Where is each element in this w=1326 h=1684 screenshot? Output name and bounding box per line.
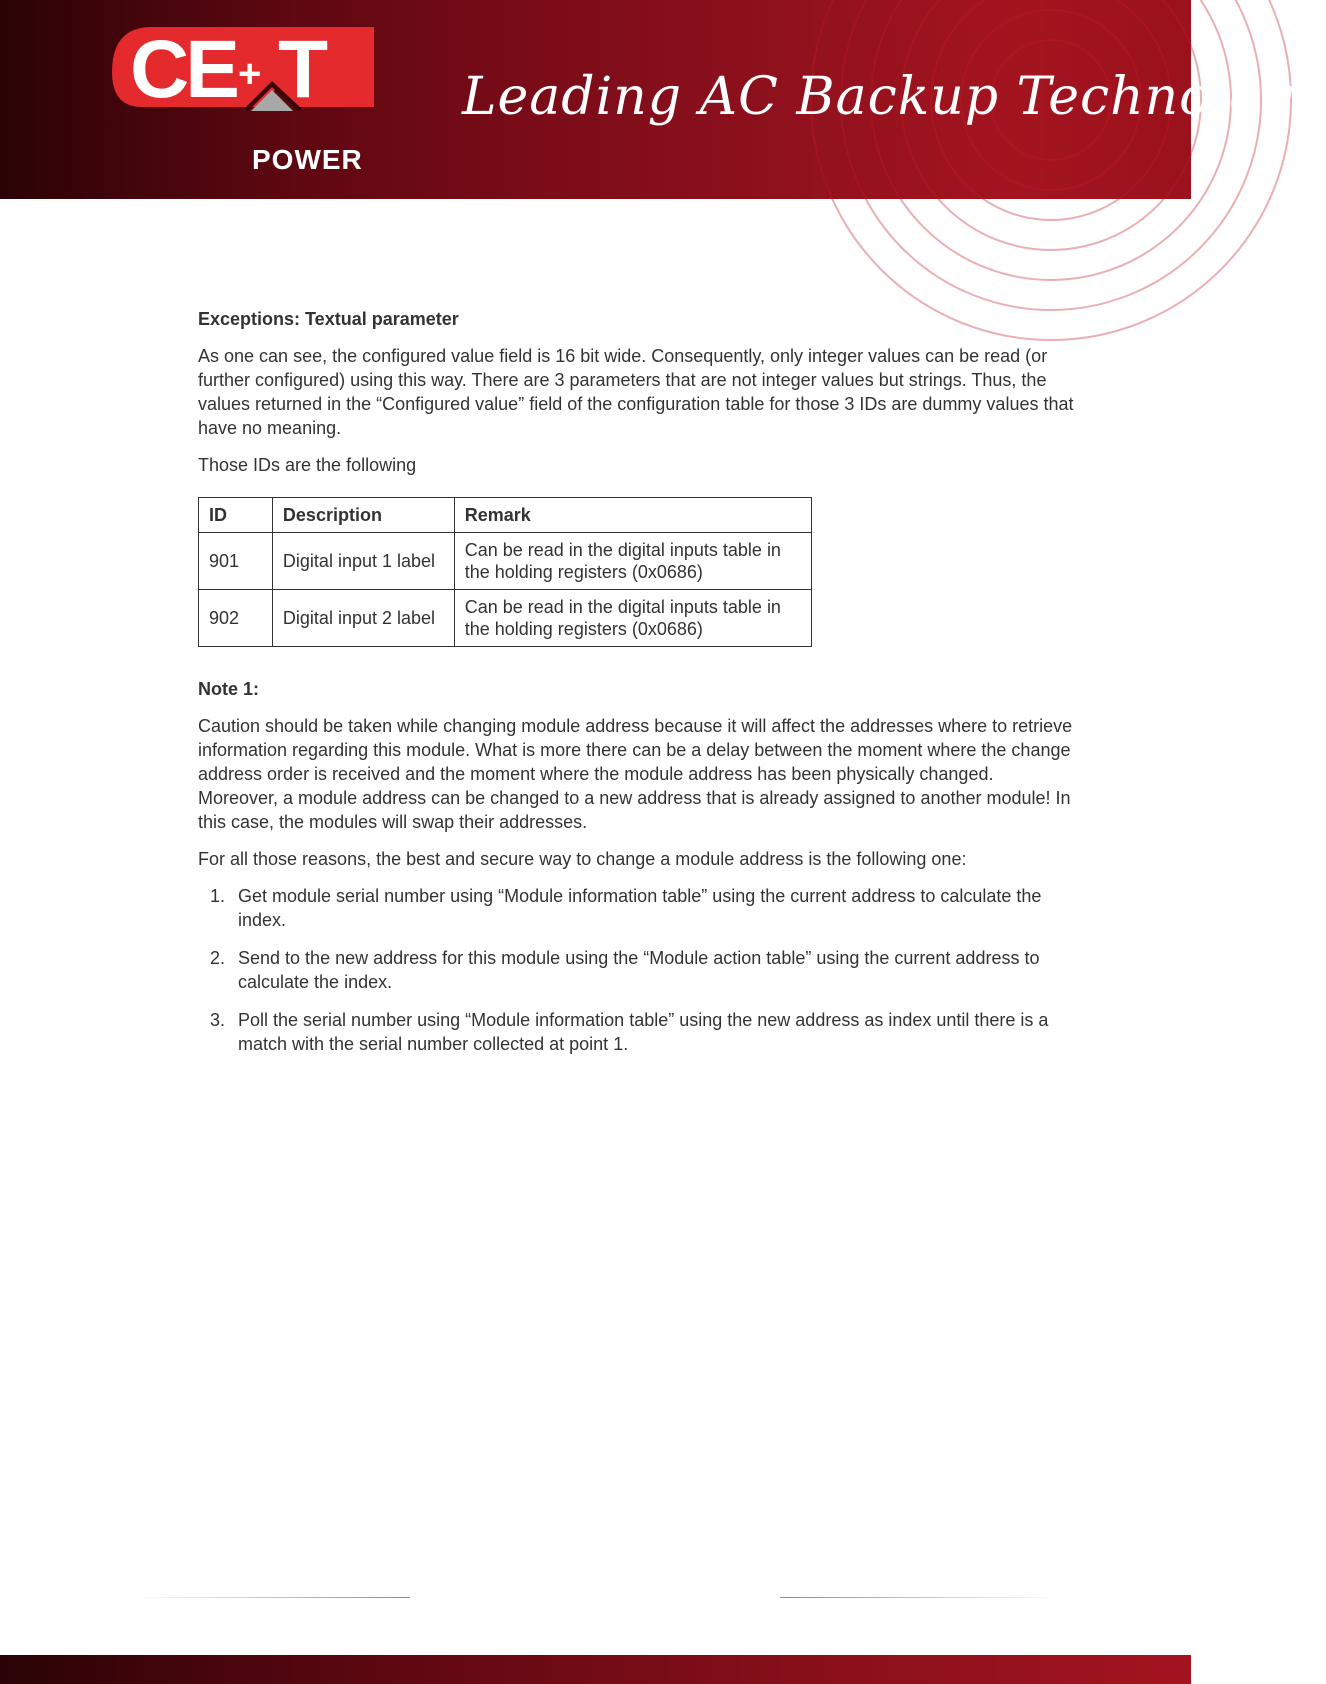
list-item-text: Get module serial number using “Module information table” using the current address to calculate the index. [238,886,1042,930]
paragraph: For all those reasons, the best and secure way to change a module address is the following one: [198,849,967,869]
svg-text:T: T [278,24,329,115]
list-item [198,884,1078,932]
footer-banner [0,1655,1191,1684]
paragraph: As one can see, the configured value field is 16 bit wide. Consequently, only integer values can be read (or further configured) using this way. There are 3 parameters that are not integer values but strings. Thus, the values returned in the “Configured value” field of the configuration table for those 3 IDs are dummy values that have no meaning. [198,346,1074,438]
table-row [199,533,812,590]
list-number: 2. [210,948,226,968]
section-heading: Exceptions: Textual parameter [198,309,459,329]
list-item-text: Send to the new address for this module using the “Module action table” using the current address to calculate the index. [238,948,1040,992]
document-body [198,307,1078,1070]
steps-list [198,884,1078,1056]
column-header-remark: Remark [454,498,811,533]
paragraph: Those IDs are the following [198,455,417,475]
svg-text:CE: CE [130,24,236,115]
table-header-row [199,498,812,533]
list-number: 3. [210,1010,226,1030]
column-header-description: Description [272,498,454,533]
svg-text:+: + [238,52,262,96]
company-logo [112,24,377,175]
note-heading: Note 1: [198,679,260,699]
cell-id: 901 [199,533,273,590]
cell-remark: Can be read in the digital inputs table in the holding registers (0x0686) [454,590,811,647]
footer-divider-right [780,1597,1060,1598]
tagline: Leading AC Backup Technology [462,67,1326,127]
table-row [199,590,812,647]
list-item-text: Poll the serial number using “Module information table” using the new address as index until there is a match with the serial number collected at point 1. [238,1010,1049,1054]
column-header-id: ID [199,498,273,533]
list-item [198,1008,1078,1056]
header-banner [0,0,1326,199]
list-item [198,946,1078,994]
paragraph: Caution should be taken while changing module address because it will affect the addresses where to retrieve information regarding this module. What is more there can be a delay between the moment where the change address order is received and the moment where the module address has been physically changed. Moreover, a module address can be changed to a new address that is already assigned to another module! In this case, the modules will swap their addresses. [198,716,1073,832]
footer-divider-left [135,1597,410,1598]
cell-description: Digital input 1 label [272,533,454,590]
ids-table [198,497,812,647]
cell-id: 902 [199,590,273,647]
cell-remark: Can be read in the digital inputs table in the holding registers (0x0686) [454,533,811,590]
list-number: 1. [210,886,226,906]
svg-text:POWER: POWER [252,144,363,175]
cell-description: Digital input 2 label [272,590,454,647]
